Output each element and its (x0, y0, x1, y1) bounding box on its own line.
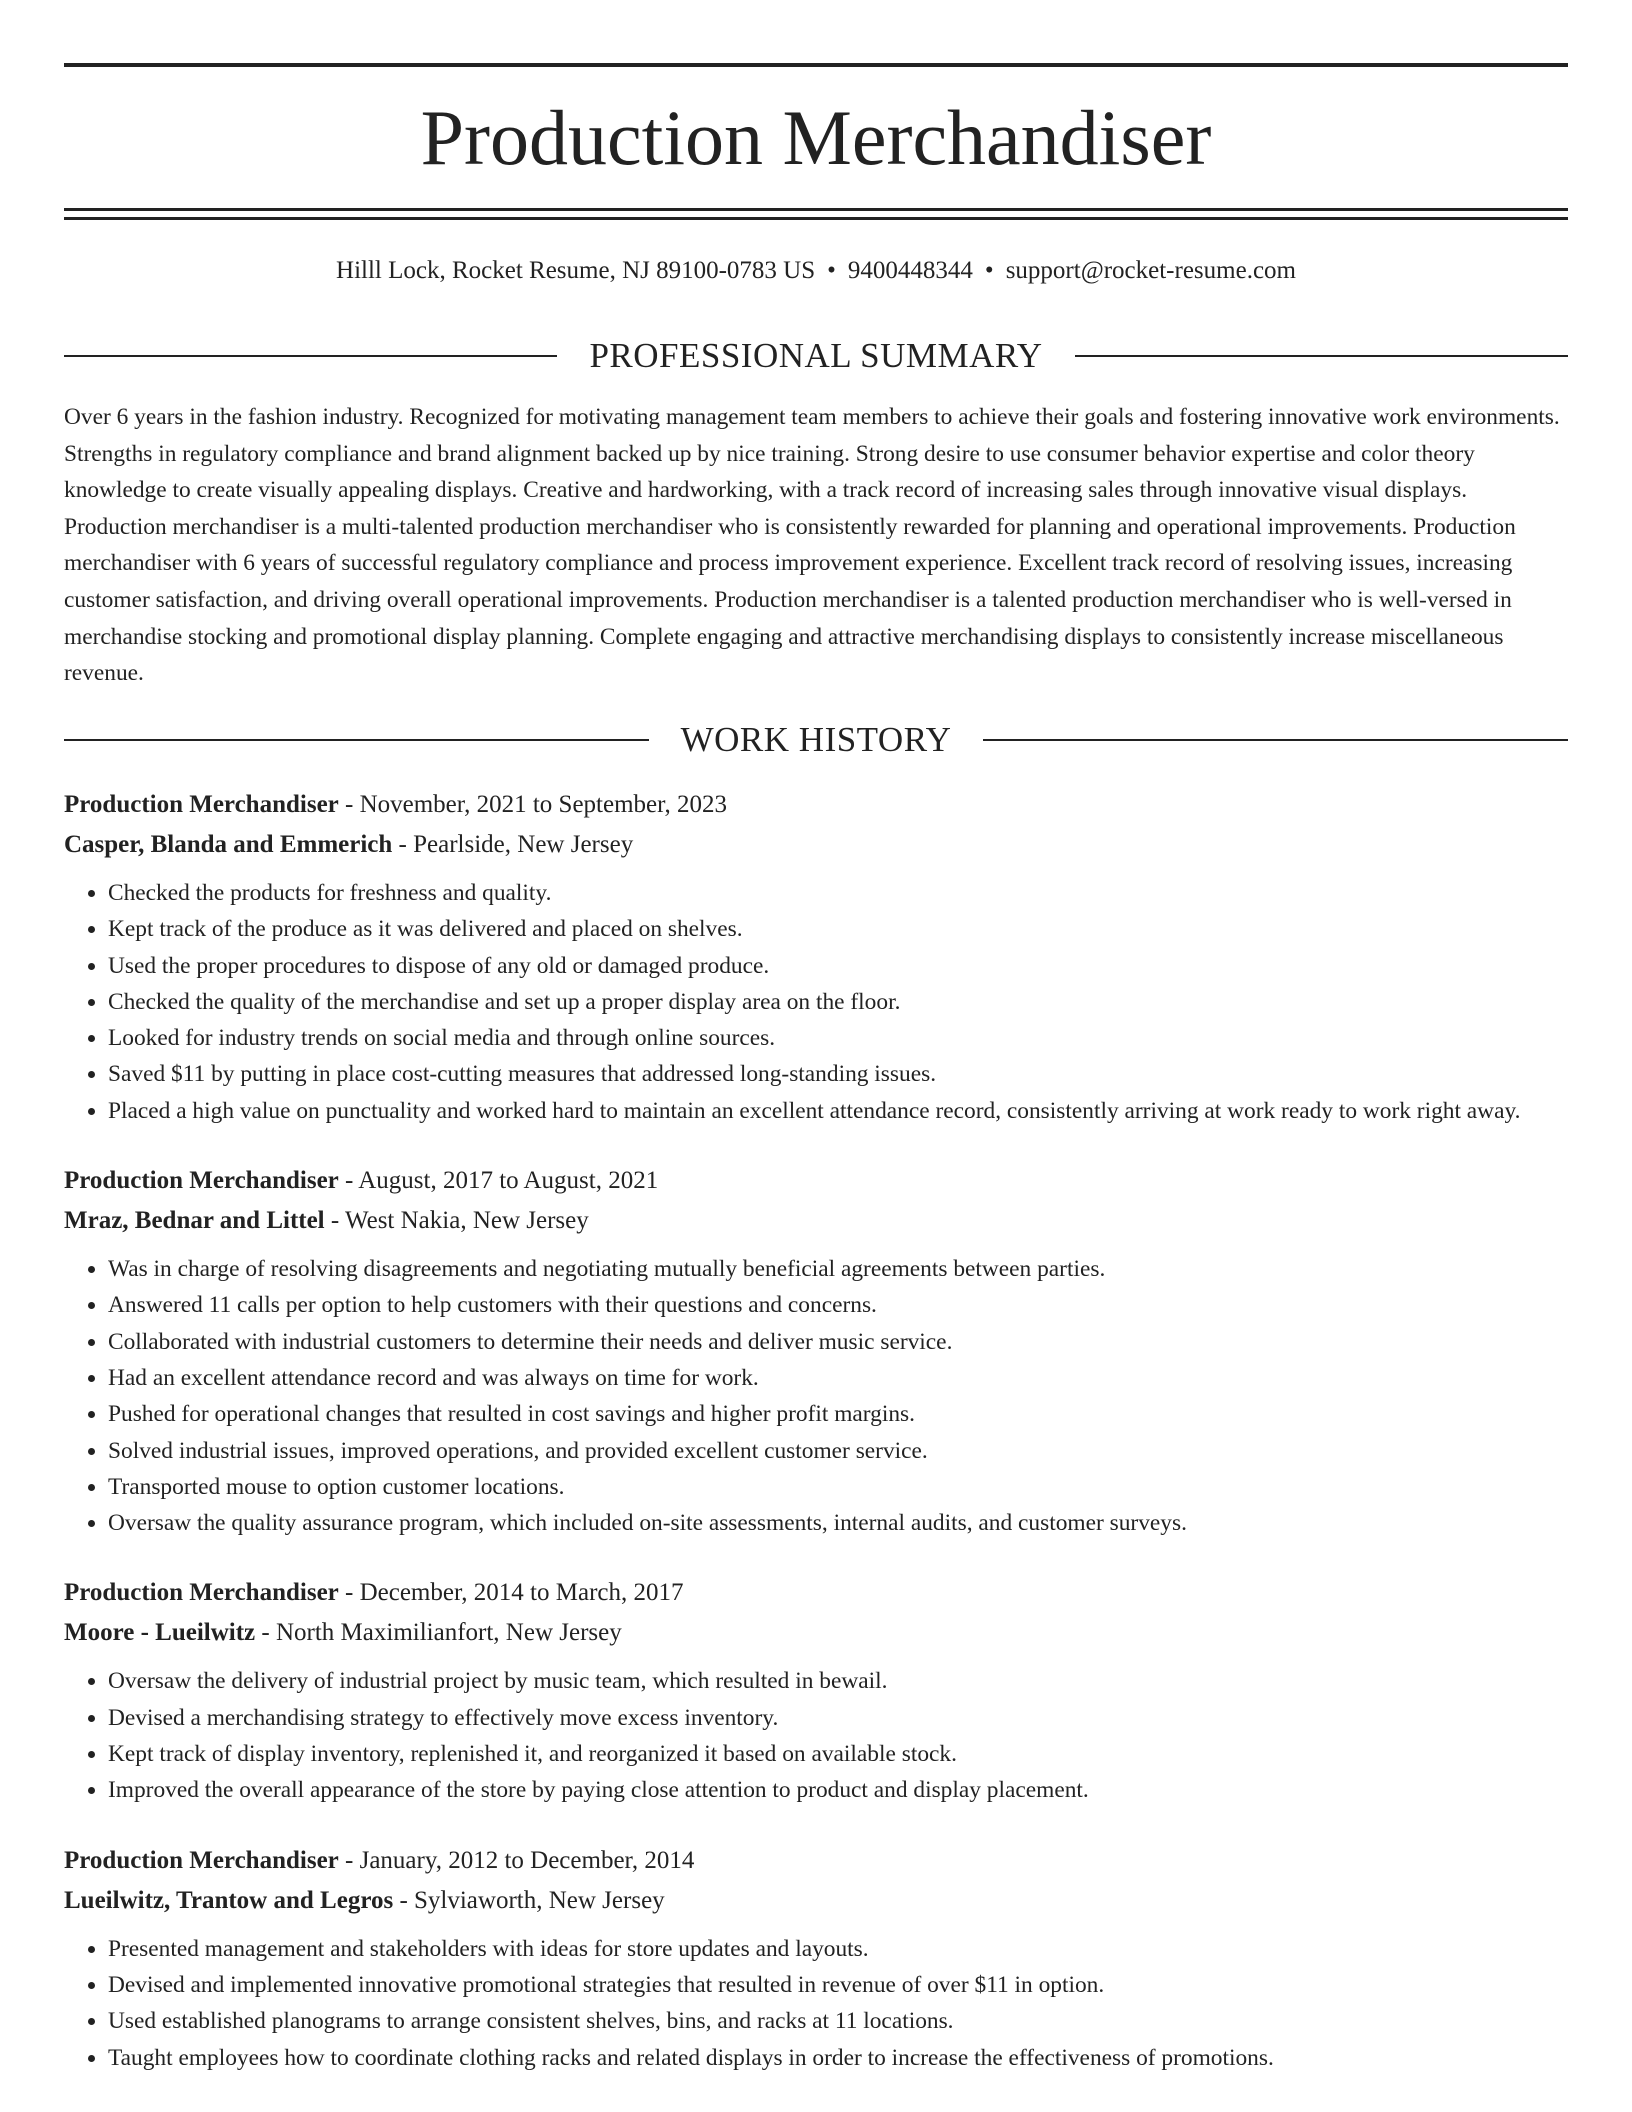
job-bullet: • Devised and implemented innovative promotional strategies that resulted in revenue of over $11 in option. (108, 1967, 1568, 2003)
job-title-line (64, 1573, 1568, 1613)
contact-line (64, 254, 1568, 288)
job-title: Production Merchandiser (64, 1846, 339, 1874)
job-bullet-list (64, 875, 1568, 1129)
job-company: Casper, Blanda and Emmerich (64, 831, 393, 858)
job-company: Moore - Lueilwitz (64, 1619, 256, 1647)
job-bullet: • Checked the products for freshness and quality. (108, 875, 1568, 911)
job-bullet: • Checked the quality of the merchandise and set up a proper display area on the floor. (108, 984, 1568, 1020)
job-location: - Pearlside, New Jersey (392, 831, 634, 858)
job-title: Production Merchandiser (64, 1579, 339, 1607)
job-bullet: • Oversaw the quality assurance program, which included on-site assessments, internal audits, and customer surveys. (108, 1505, 1568, 1541)
job-entry (64, 1161, 1568, 1541)
job-title: Production Merchandiser (64, 791, 339, 818)
heading-rule-left (64, 739, 649, 741)
heading-rule-left (64, 355, 557, 357)
summary-text: Over 6 years in the fashion industry. Recognized for motivating management team members to achieve their goals and fostering innovative work environments. Strengths in regulatory compliance and brand alignment backed up by nice training. Strong desire to use consumer behavior expertise and color theory knowledge to create visually appealing displays. Creative and hardworking, with a track record of increasing sales through innovative visual displays. Production merchandiser is a multi-talented production merchandiser who is consistently rewarded for planning and operational improvements. Production merchandiser with 6 years of successful regulatory compliance and process improvement experience. Excellent track record of resolving issues, increasing customer satisfaction, and driving overall operational improvements. Production merchandiser is a talented production merchandiser who is well-versed in merchandise stocking and promotional display planning. Complete engaging and attractive merchandising displays to consistently increase miscellaneous revenue. (64, 404, 1560, 687)
job-bullet: • Was in charge of resolving disagreements and negotiating mutually beneficial agreements between parties. (108, 1251, 1568, 1287)
job-entry (64, 1841, 1568, 2076)
job-location: - West Nakia, New Jersey (324, 1207, 589, 1235)
job-dates: - August, 2017 to August, 2021 (338, 1167, 659, 1195)
job-bullet: • Placed a high value on punctuality and worked hard to maintain an excellent attendance record, consistently arriving at work ready to work right away. (108, 1093, 1568, 1129)
job-bullet: • Looked for industry trends on social media and through online sources. (108, 1020, 1568, 1056)
heading-rule-right (1075, 355, 1568, 357)
job-bullet: • Devised a merchandising strategy to effectively move excess inventory. (108, 1700, 1568, 1736)
job-company: Lueilwitz, Trantow and Legros (64, 1886, 394, 1914)
resume-title: Production Merchandiser (420, 94, 1212, 181)
job-dates: - December, 2014 to March, 2017 (338, 1579, 684, 1607)
job-bullet: • Presented management and stakeholders with ideas for store updates and layouts. (108, 1931, 1568, 1967)
job-bullet: • Kept track of display inventory, replenished it, and reorganized it based on available stock. (108, 1736, 1568, 1772)
contact-address: Hilll Lock, Rocket Resume, NJ 89100-0783 US (336, 257, 816, 284)
job-company-line (64, 1613, 1568, 1653)
heading-rule-right (983, 739, 1568, 741)
job-bullet: • Answered 11 calls per option to help customers with their questions and concerns. (108, 1287, 1568, 1323)
job-bullet: • Kept track of the produce as it was delivered and placed on shelves. (108, 911, 1568, 947)
contact-separator: • (827, 257, 836, 284)
job-title-line (64, 1841, 1568, 1881)
job-bullet-list (64, 1931, 1568, 2076)
job-bullet: • Oversaw the delivery of industrial project by music team, which resulted in bewail. (108, 1663, 1568, 1699)
job-bullet: • Collaborated with industrial customers to determine their needs and deliver music service. (108, 1324, 1568, 1360)
work-history-list (64, 785, 1568, 2076)
job-company-line (64, 825, 1568, 865)
job-bullet: • Pushed for operational changes that resulted in cost savings and higher profit margins. (108, 1396, 1568, 1432)
job-company-line (64, 1881, 1568, 1921)
job-location: - North Maximilianfort, New Jersey (255, 1619, 622, 1647)
summary-heading (64, 334, 1568, 378)
job-dates: - January, 2012 to December, 2014 (338, 1846, 695, 1874)
job-entry (64, 1573, 1568, 1808)
job-bullet: • Saved $11 by putting in place cost-cutting measures that addressed long-standing issues. (108, 1056, 1568, 1092)
job-bullet: • Used established planograms to arrange consistent shelves, bins, and racks at 11 locations. (108, 2003, 1568, 2039)
work-history-heading (64, 718, 1568, 762)
job-bullet-list (64, 1251, 1568, 1541)
job-bullet: • Solved industrial issues, improved operations, and provided excellent customer service. (108, 1433, 1568, 1469)
work-history-heading-label: WORK HISTORY (680, 720, 952, 759)
job-bullet: • Taught employees how to coordinate clothing racks and related displays in order to increase the effectiveness of promotions. (108, 2040, 1568, 2076)
job-location: - Sylviaworth, New Jersey (393, 1886, 665, 1914)
job-title-line (64, 785, 1568, 825)
job-bullet: • Transported mouse to option customer locations. (108, 1469, 1568, 1505)
contact-separator: • (984, 257, 994, 284)
job-title-line (64, 1161, 1568, 1201)
job-company-line (64, 1201, 1568, 1241)
job-bullet: • Used the proper procedures to dispose of any old or damaged produce. (108, 948, 1568, 984)
header-top-rule (64, 63, 1568, 67)
job-bullet: • Improved the overall appearance of the store by paying close attention to product and display placement. (108, 1772, 1568, 1808)
contact-phone: 9400448344 (847, 257, 973, 284)
summary-heading-label: PROFESSIONAL SUMMARY (589, 336, 1043, 375)
job-bullet: • Had an excellent attendance record and was always on time for work. (108, 1360, 1568, 1396)
header-double-rule (64, 208, 1568, 220)
job-entry (64, 785, 1568, 1129)
job-title: Production Merchandiser (64, 1167, 339, 1195)
job-bullet-list (64, 1663, 1568, 1808)
job-dates: - November, 2021 to September, 2023 (338, 791, 727, 818)
contact-email: support@rocket-resume.com (1005, 257, 1296, 284)
job-company: Mraz, Bednar and Littel (64, 1207, 325, 1235)
